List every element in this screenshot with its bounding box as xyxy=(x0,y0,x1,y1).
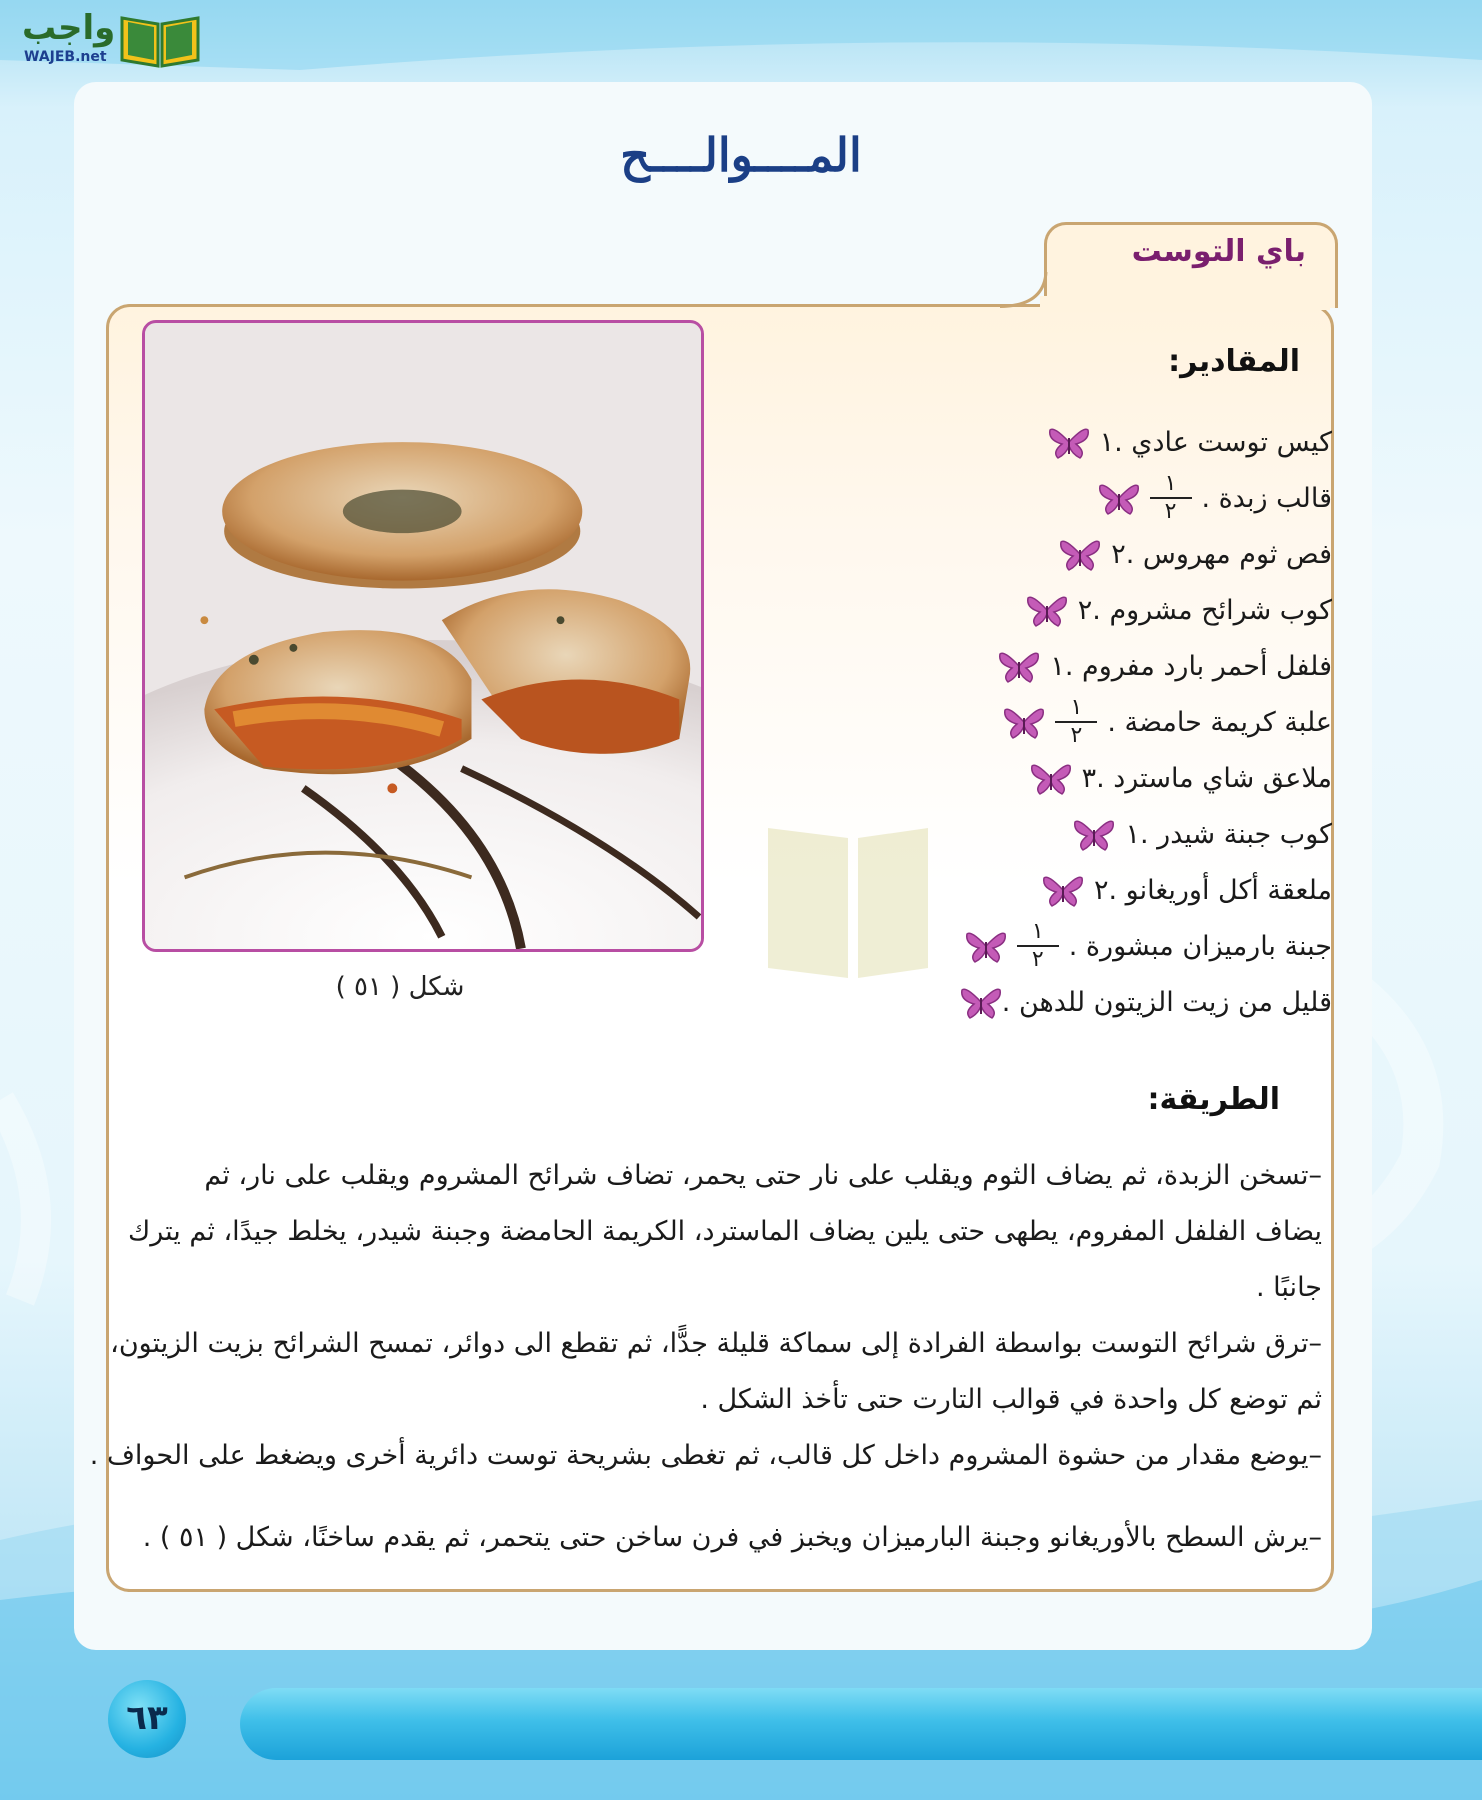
tab-join xyxy=(1040,296,1330,310)
ingredient-item xyxy=(989,695,1332,748)
butterfly-icon xyxy=(1048,424,1090,460)
ingredient-quantity: ٢ xyxy=(1111,538,1126,570)
fraction-denominator: ٢ xyxy=(1031,947,1044,972)
fraction-denominator: ٢ xyxy=(1164,499,1177,524)
ingredient-text: كوب جبنة شيدر . xyxy=(1140,818,1332,850)
ingredient-text: قالب زبدة . xyxy=(1201,482,1332,514)
fraction-numerator: ١ xyxy=(1031,919,1044,944)
butterfly-icon xyxy=(998,648,1040,684)
logo-arabic-text: واجب xyxy=(22,8,116,48)
ingredient-text: ملعقة أكل أوريغانو . xyxy=(1108,874,1332,906)
ingredient-item xyxy=(1045,530,1332,578)
ingredient-text: كيس توست عادي . xyxy=(1114,426,1332,458)
logo-latin-text: WAJEB.net xyxy=(24,49,107,65)
ingredient-text: علبة كريمة حامضة . xyxy=(1107,706,1332,738)
ingredient-item xyxy=(951,919,1332,972)
method-heading: الطريقة: xyxy=(1147,1082,1280,1117)
ingredient-fraction xyxy=(1017,921,1059,971)
ingredient-quantity: ١ xyxy=(1125,818,1140,850)
ingredient-quantity: ٣ xyxy=(1081,762,1097,794)
butterfly-icon xyxy=(1026,592,1068,628)
ingredient-item xyxy=(1034,418,1332,466)
method-line: –يرش السطح بالأوريغانو وجبنة البارميزان ويخبز في فرن ساخن حتى يتحمر، ثم يقدم ساخنًا، شكل ( ٥١ ) . xyxy=(142,1522,1322,1553)
ingredient-quantity: ١ xyxy=(1099,426,1115,458)
ingredient-text: ملاعق شاي ماسترد . xyxy=(1096,762,1332,794)
site-logo[interactable] xyxy=(12,6,192,68)
butterfly-icon xyxy=(960,984,1002,1020)
ingredient-item xyxy=(1084,471,1333,524)
method-line: يضاف الفلفل المفروم، يطهى حتى يلين يضاف الماسترد، الكريمة الحامضة وجبنة شيدر، يخلط جيدًا، ثم يترك xyxy=(128,1216,1322,1247)
ingredients-heading: المقادير: xyxy=(1168,344,1300,379)
method-line: –ترق شرائح التوست بواسطة الفرادة إلى سماكة قليلة جدًّا، ثم تقطع الى دوائر، تمسح الشرائح بزيت الزيتون، xyxy=(110,1328,1322,1359)
method-line: –يوضع مقدار من حشوة المشروم داخل كل قالب، ثم تغطى بشريحة توست دائرية أخرى ويضغط على الحواف . xyxy=(89,1440,1322,1471)
ingredient-text: قليل من زيت الزيتون للدهن . xyxy=(1001,986,1332,1018)
butterfly-icon xyxy=(1042,872,1084,908)
butterfly-icon xyxy=(1098,480,1140,516)
ingredient-text: فص ثوم مهروس . xyxy=(1125,538,1332,570)
ingredient-fraction xyxy=(1150,473,1192,523)
butterfly-icon xyxy=(1073,816,1115,852)
ingredient-quantity: ١ xyxy=(1050,650,1065,682)
ingredient-item xyxy=(946,978,1332,1026)
ingredient-quantity: ٢ xyxy=(1093,874,1109,906)
footer-bar xyxy=(240,1688,1482,1760)
butterfly-icon xyxy=(1059,536,1101,572)
page-number: ٦٣ xyxy=(126,1698,168,1738)
page-title: المــــوالــــح xyxy=(620,128,862,182)
ingredient-text: جبنة بارميزان مبشورة . xyxy=(1068,930,1332,962)
ingredient-item xyxy=(1016,754,1332,802)
ingredient-item xyxy=(984,642,1332,690)
figure-caption: شكل ( ٥١ ) xyxy=(335,972,465,1002)
method-line: ثم توضع كل واحدة في قوالب التارت حتى تأخذ الشكل . xyxy=(700,1384,1322,1415)
method-line: –تسخن الزبدة، ثم يضاف الثوم ويقلب على نار حتى يحمر، تضاف شرائح المشروم ويقلب على نار، ثم xyxy=(204,1160,1322,1191)
fraction-numerator: ١ xyxy=(1164,471,1177,496)
ingredient-text: فلفل أحمر بارد مفروم . xyxy=(1064,650,1332,682)
fraction-numerator: ١ xyxy=(1070,695,1083,720)
tab-curve-decoration xyxy=(1000,272,1050,308)
ingredient-item xyxy=(1059,810,1332,858)
method-line: جانبًا . xyxy=(1256,1272,1322,1303)
recipe-name: باي التوست xyxy=(1131,234,1306,269)
ingredient-text: كوب شرائح مشروم . xyxy=(1092,594,1332,626)
fraction-denominator: ٢ xyxy=(1070,723,1083,748)
ingredient-item xyxy=(1028,866,1332,914)
ingredient-item xyxy=(1012,586,1332,634)
ingredient-quantity: ٢ xyxy=(1077,594,1093,626)
butterfly-icon xyxy=(1030,760,1072,796)
ingredient-fraction xyxy=(1055,697,1097,747)
book-icon xyxy=(120,10,200,68)
butterfly-icon xyxy=(1003,704,1045,740)
watermark-logo xyxy=(488,808,988,988)
